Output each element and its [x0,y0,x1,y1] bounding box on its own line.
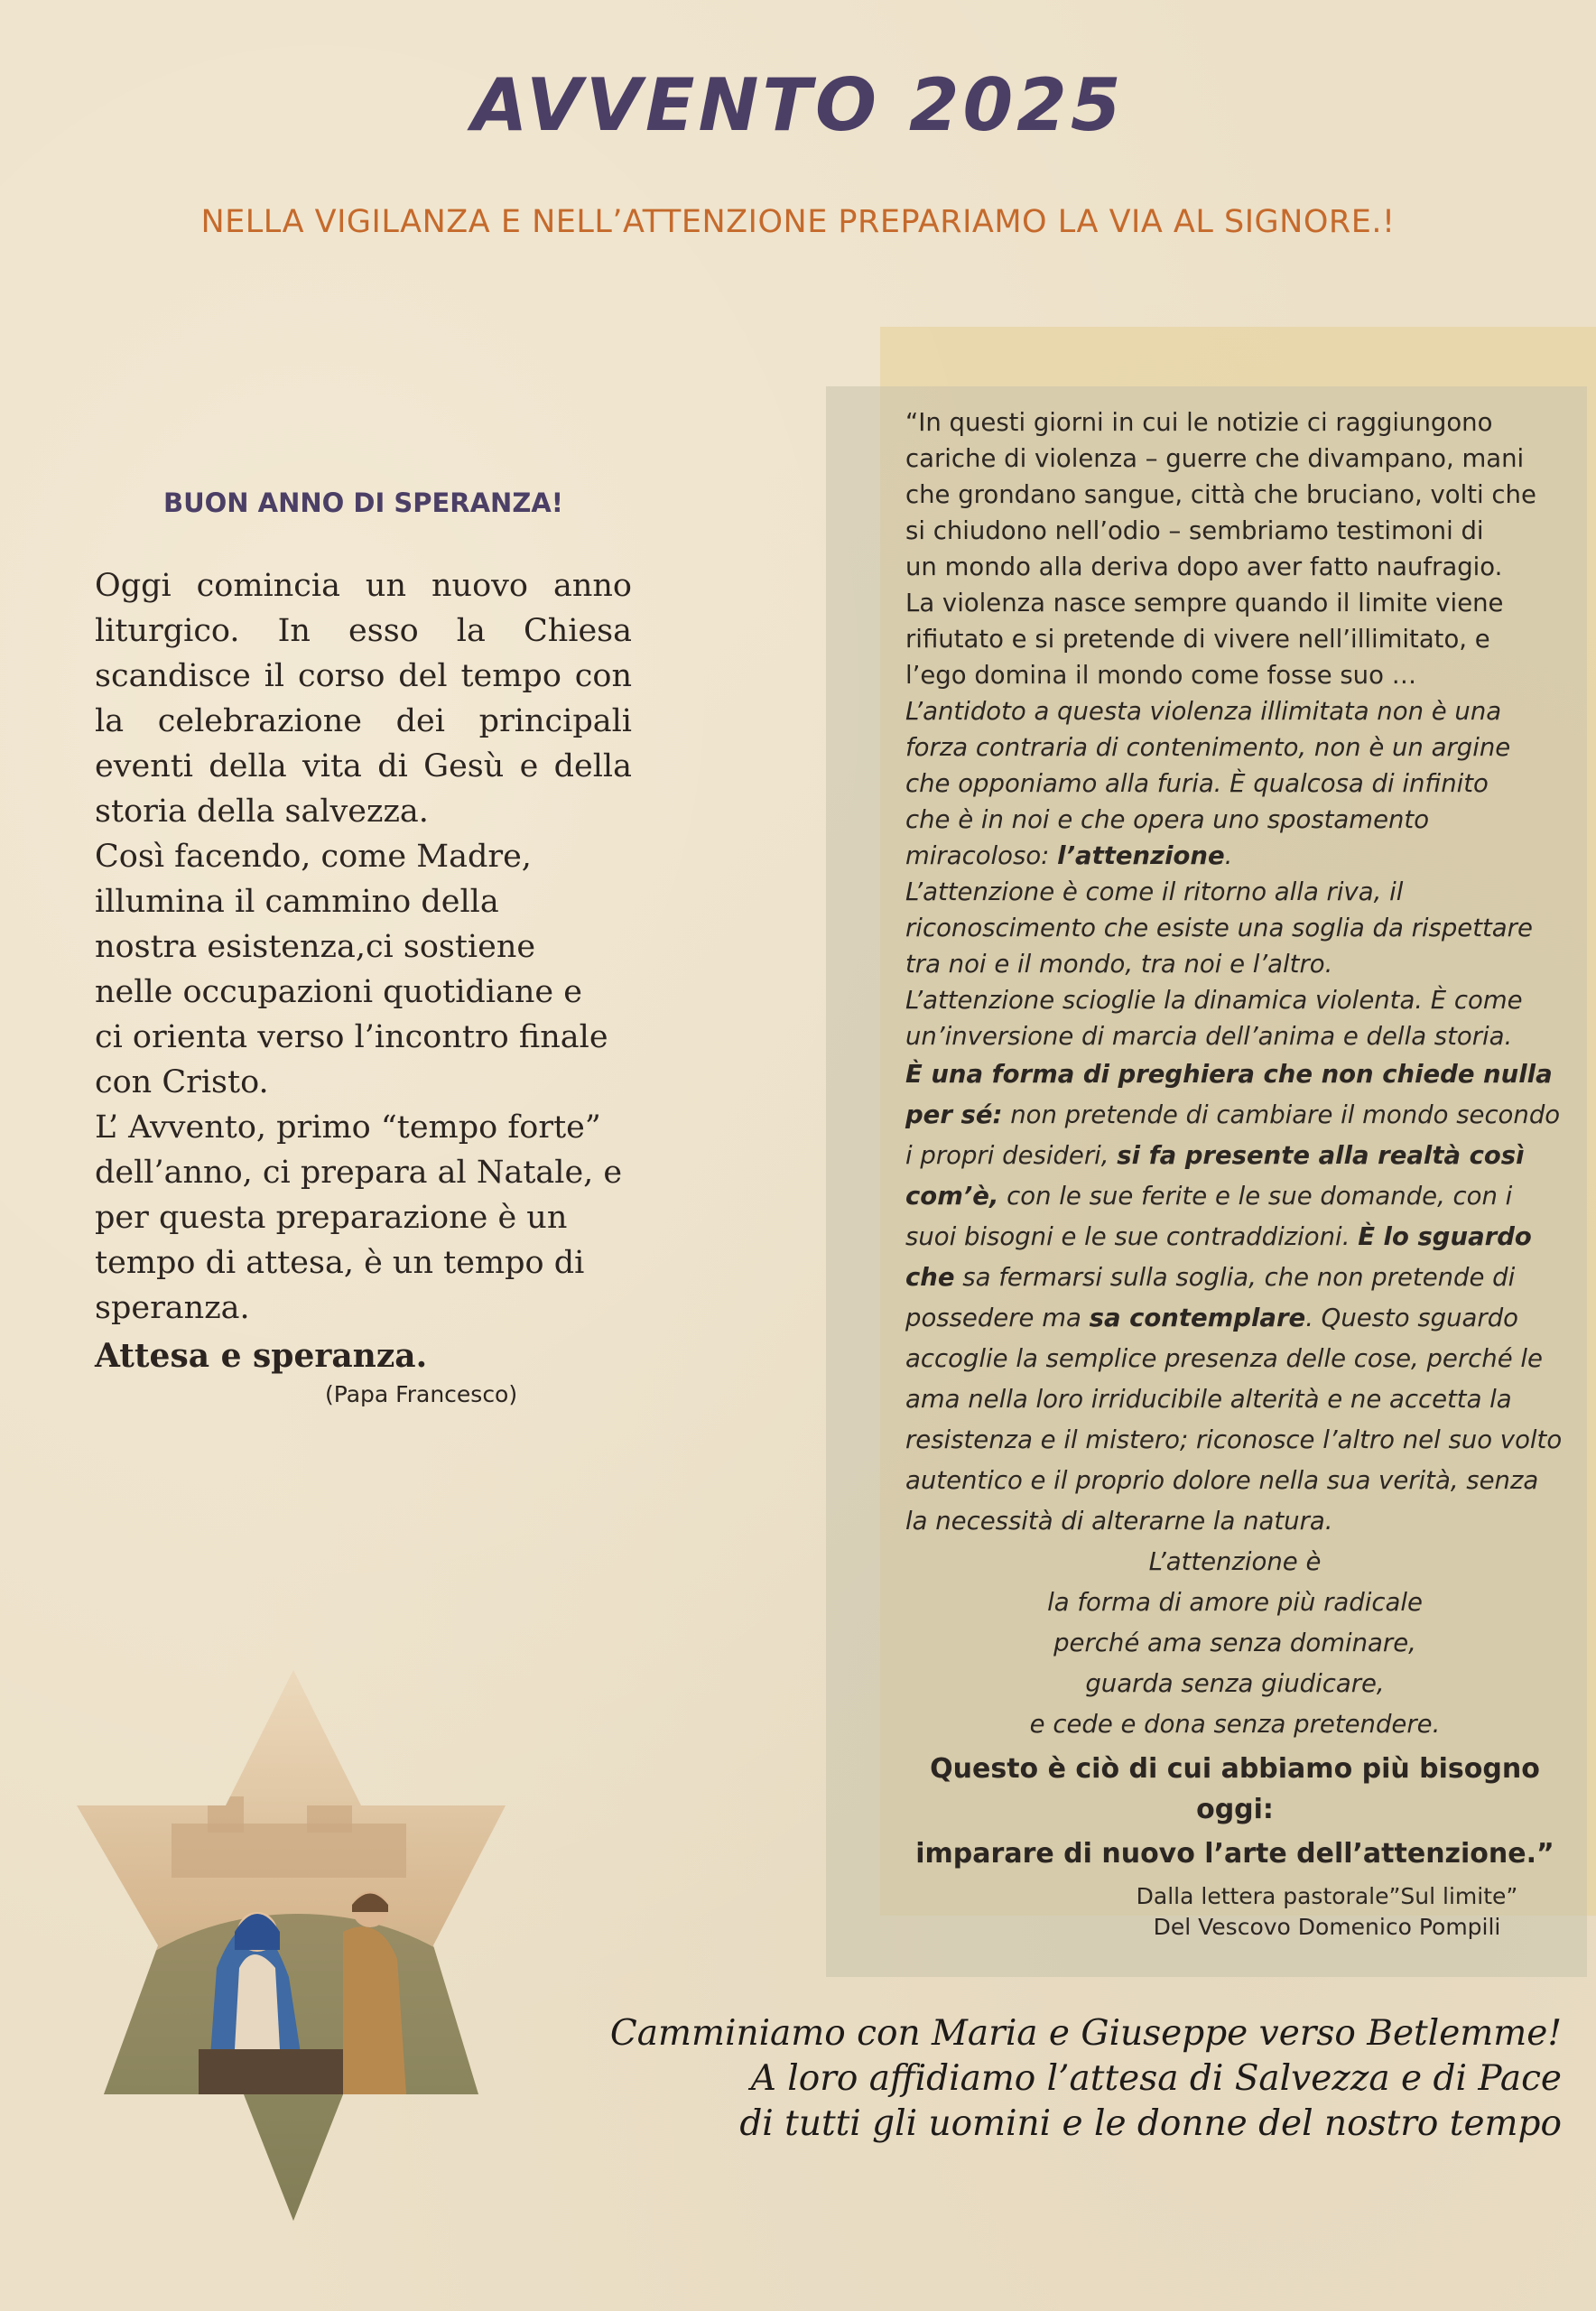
quote-line: un’inversione di marcia dell’anima e della storia. [905,1022,1513,1051]
quote-text: . Questo sguardo accoglie la semplice presenza delle cose, perché le ama nella loro irriducibile alterità e ne accetta la resistenza e il mistero; riconosce l’altro nel suo volto autentico e il proprio dolore nella sua verità, senza la necessità di alterarne la natura. [905,1304,1563,1536]
quote-center-line: L’attenzione è [1148,1547,1322,1576]
holy-family-star-illustration [72,1670,515,2221]
quote-line: si chiudono nell’odio – sembriamo testimoni di [905,516,1484,545]
quote-final-line: imparare di nuovo l’arte dell’attenzione.” [915,1838,1554,1870]
quote-center-line: la forma di amore più radicale [1047,1588,1423,1617]
quote-line: cariche di violenza – guerre che divampano, mani [905,444,1525,473]
quote-line: forza contraria di contenimento, non è un argine [905,733,1511,762]
quote-line: “In questi giorni in cui le notizie ci raggiungono [905,408,1493,437]
closing-line: Camminiamo con Maria e Giuseppe verso Betlemme! [609,2013,1562,2054]
quote-line: L’attenzione scioglie la dinamica violenta. È come [905,986,1523,1015]
quote-line: rifiutato e si pretende di vivere nell’illimitato, e [905,625,1490,654]
quote-paragraph-4 [905,1054,1564,1542]
quote-text: . [1224,841,1233,870]
closing-line: A loro affidiamo l’attesa di Salvezza e di Pace [750,2058,1562,2099]
quote-emphasis: È lo sguardo che [905,1222,1532,1292]
quote-line [905,838,1564,874]
left-bold-line: Attesa e speranza. [95,1337,428,1375]
quote-line: tra noi e il mondo, tra noi e l’altro. [905,950,1333,979]
left-line: L’ Avvento, primo “tempo forte” [95,1109,601,1146]
source-line: Del Vescovo Domenico Pompili [1153,1914,1501,1940]
quote-line: un mondo alla deriva dopo aver fatto naufragio. [905,552,1503,581]
page-subtitle: NELLA VIGILANZA E NELL’ATTENZIONE PREPARIAMO LA VIA AL SIGNORE.! [200,204,1396,240]
quote-text: sa fermarsi sulla soglia, che non pretende di possedere ma [905,1263,1516,1332]
quote-text: non pretende di cambiare il mondo secondo i propri desideri, [905,1100,1561,1170]
quote-line: che è in noi e che opera uno spostamento [905,805,1430,834]
quote-line: L’antidoto a questa violenza illimitata non è una [905,697,1502,726]
left-column [95,487,632,1407]
left-line: con Cristo. [95,1064,269,1100]
closing-message [542,2011,1562,2147]
quote-center-line: guarda senza giudicare, [1085,1669,1385,1698]
source-line: Dalla lettera pastorale”Sul limite” [1136,1883,1518,1909]
quote-emphasis: l’attenzione [1057,841,1225,870]
quote-emphasis: È una forma di preghiera che non chiede nulla per sé: [905,1060,1553,1129]
quote-text: con le sue ferite e le sue domande, con i suoi bisogni e le sue contraddizioni. [905,1182,1513,1251]
quote-center-line: perché ama senza dominare, [1053,1629,1416,1657]
left-line: nelle occupazioni quotidiane e [95,974,582,1010]
quote-emphasis: sa contemplare [1089,1304,1306,1332]
quote-line: La violenza nasce sempre quando il limite viene [905,589,1504,617]
quote-source [1065,1881,1589,1943]
quote-final-line: Questo è ciò di cui abbiamo più bisogno oggi: [930,1753,1540,1825]
left-line: ci orienta verso l’incontro finale [95,1019,608,1055]
left-paragraph-1: Oggi comincia un nuovo anno liturgico. In esso la Chiesa scandisce il corso del tempo con la celebrazione dei principali eventi della vita di Gesù e della storia della salvezza. [95,568,632,830]
closing-line: di tutti gli uomini e le donne del nostro tempo [739,2103,1562,2144]
quote-line: che grondano sangue, città che bruciano, volti che [905,480,1536,509]
quote-center-line: e cede e dona senza pretendere. [1029,1710,1441,1739]
pastoral-quote [905,404,1564,1874]
quote-line: L’attenzione è come il ritorno alla riva, il [905,877,1404,906]
quote-line: che opponiamo alla furia. È qualcosa di infinito [905,769,1489,798]
left-line: illumina il cammino della [95,884,499,920]
left-line: Così facendo, come Madre, [95,839,532,875]
quote-line: riconoscimento che esiste una soglia da rispettare [905,914,1533,942]
page-title: AVVENTO 2025 [471,63,1125,147]
quote-line: l’ego domina il mondo come fosse suo … [905,661,1417,690]
left-attribution: (Papa Francesco) [325,1381,518,1407]
left-line: nostra esistenza,ci sostiene [95,929,536,965]
left-heading: BUON ANNO DI SPERANZA! [162,487,564,518]
left-line: tempo di attesa, è un tempo di [95,1245,585,1281]
quote-emphasis: si fa presente alla realtà così com’è, [905,1141,1525,1211]
quote-text: miracoloso: [905,841,1058,870]
left-body [95,563,632,1331]
left-line: dell’anno, ci prepara al Natale, e [95,1155,623,1191]
left-line: per questa preparazione è un [95,1200,568,1236]
left-line: speranza. [95,1290,250,1326]
